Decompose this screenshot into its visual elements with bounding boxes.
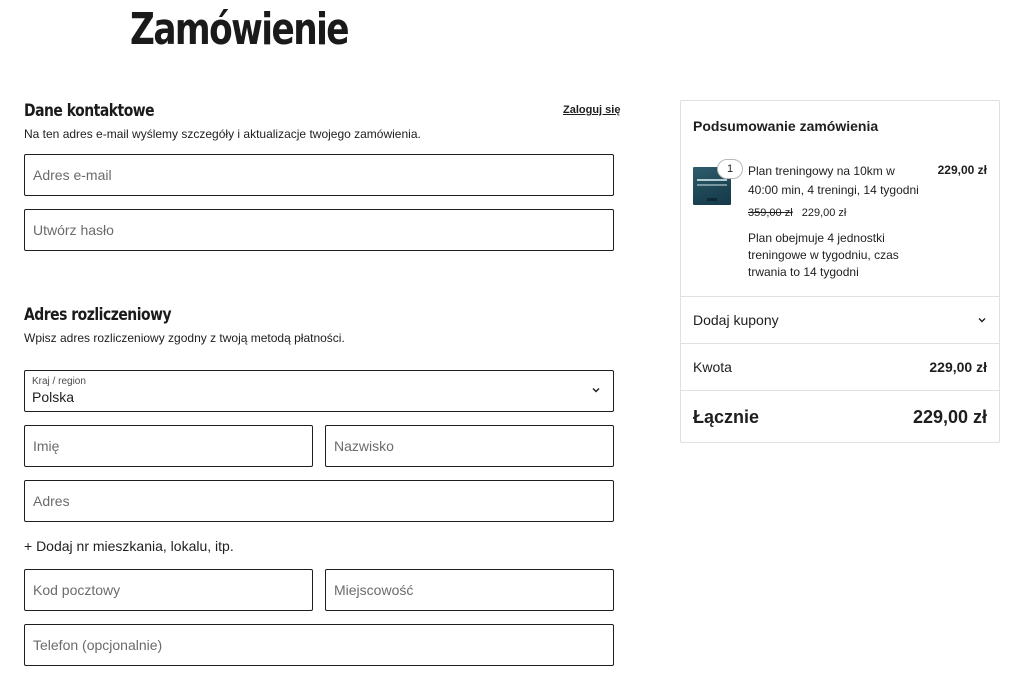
contact-heading: Dane kontaktowe <box>24 101 155 121</box>
item-description: Plan obejmuje 4 jednostki treningowe w tygodniu, czas trwania to 14 tygodni <box>748 231 899 279</box>
old-price: 359,00 zł <box>748 207 793 219</box>
postal-code-placeholder: Kod pocztowy <box>33 582 121 598</box>
item-price-compare <box>748 207 846 219</box>
first-name-placeholder: Imię <box>33 438 60 454</box>
coupon-label: Dodaj kupony <box>693 312 779 328</box>
item-name: Plan treningowy na 10km w 40:00 min, 4 treningi, 14 tygodni <box>748 164 919 197</box>
amount-label: Kwota <box>693 359 732 375</box>
last-name-field[interactable] <box>325 425 614 467</box>
phone-field[interactable] <box>24 624 614 666</box>
phone-placeholder: Telefon (opcjonalnie) <box>33 637 163 653</box>
city-field[interactable] <box>325 569 614 611</box>
country-select[interactable] <box>24 370 614 412</box>
total-row <box>693 391 987 443</box>
password-field[interactable] <box>24 209 614 251</box>
country-value: Polska <box>32 389 75 405</box>
summary-title: Podsumowanie zamówienia <box>693 118 879 134</box>
login-link[interactable]: Zaloguj się <box>563 104 621 116</box>
total-value: 229,00 zł <box>912 406 987 427</box>
country-label: Kraj / region <box>32 376 86 387</box>
total-label: Łącznie <box>693 406 760 427</box>
add-coupons-toggle[interactable] <box>693 297 987 343</box>
last-name-placeholder: Nazwisko <box>334 438 394 454</box>
amount-value: 229,00 zł <box>929 359 987 375</box>
password-placeholder: Utwórz hasło <box>33 222 114 238</box>
add-apartment-link[interactable]: + Dodaj nr mieszkania, lokalu, itp. <box>24 538 234 554</box>
first-name-field[interactable] <box>24 425 313 467</box>
billing-description: Wpisz adres rozliczeniowy zgodny z twoją metodą płatności. <box>24 331 345 345</box>
contact-description: Na ten adres e-mail wyślemy szczegóły i aktualizacje twojego zamówienia. <box>24 127 421 141</box>
address-placeholder: Adres <box>33 493 70 509</box>
billing-heading: Adres rozliczeniowy <box>24 305 172 325</box>
chevron-down-icon <box>977 315 987 325</box>
item-price: 229,00 zł <box>937 163 987 177</box>
chevron-down-icon <box>591 385 601 395</box>
email-field[interactable] <box>24 154 614 196</box>
sale-price: 229,00 zł <box>801 207 847 219</box>
quantity-badge: 1 <box>717 159 743 179</box>
city-placeholder: Miejscowość <box>334 582 414 598</box>
amount-row <box>693 344 987 390</box>
email-placeholder: Adres e-mail <box>33 167 112 183</box>
order-summary <box>680 100 1000 443</box>
address-field[interactable] <box>24 480 614 522</box>
postal-code-field[interactable] <box>24 569 313 611</box>
page-title: Zamówienie <box>130 4 349 55</box>
